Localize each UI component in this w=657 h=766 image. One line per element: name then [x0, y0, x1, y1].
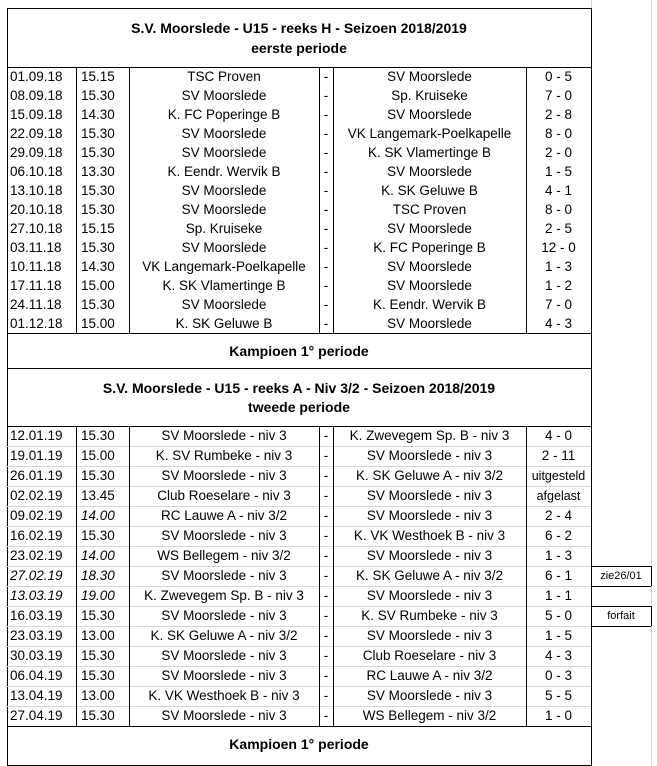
versus-dash: - [323, 628, 329, 643]
grid-line [7, 586, 591, 587]
grid-line [591, 586, 651, 587]
match-score: 0 - 5 [544, 69, 572, 84]
match-date: 19.01.19 [10, 448, 63, 463]
match-row [0, 67, 657, 86]
home-team: SV Moorslede - niv 3 [161, 528, 287, 543]
match-row [0, 219, 657, 238]
match-date: 23.03.19 [10, 628, 63, 643]
match-time: 15.30 [81, 126, 115, 141]
match-note: zie26/01 [600, 570, 642, 582]
away-team: K. SK Vlamertinge B [367, 145, 492, 160]
versus-dash: - [323, 588, 329, 603]
match-time: 15.30 [81, 428, 115, 443]
match-note: forfait [607, 610, 635, 622]
grid-line [7, 726, 591, 727]
home-team: SV Moorslede - niv 3 [161, 428, 287, 443]
match-score: 6 - 2 [544, 528, 572, 543]
away-team: K. SV Rumbeke - niv 3 [361, 608, 498, 623]
grid-line [7, 8, 8, 766]
match-time: 15.30 [81, 668, 115, 683]
match-score: 1 - 3 [544, 259, 572, 274]
match-time: 15.00 [81, 316, 115, 331]
grid-line [333, 67, 334, 333]
match-time: 15.30 [81, 608, 115, 623]
grid-line [591, 626, 651, 627]
away-team: VK Langemark-Poelkapelle [347, 126, 512, 141]
match-score: 2 - 4 [544, 508, 572, 523]
grid-line [7, 466, 591, 467]
home-team: Club Roeselare - niv 3 [157, 488, 291, 503]
grid-line [7, 446, 591, 447]
home-team: SV Moorslede - niv 3 [161, 568, 287, 583]
match-row [0, 124, 657, 143]
match-row [0, 646, 657, 666]
match-time: 15.15 [81, 221, 115, 236]
match-date: 12.01.19 [10, 428, 63, 443]
away-team: SV Moorslede [387, 221, 472, 236]
match-date: 13.03.19 [10, 588, 63, 603]
match-row [0, 506, 657, 526]
home-team: SV Moorslede - niv 3 [161, 668, 287, 683]
match-score: 4 - 3 [544, 316, 572, 331]
versus-dash: - [323, 708, 329, 723]
match-date: 24.11.18 [10, 297, 62, 312]
match-row [0, 276, 657, 295]
match-row [0, 486, 657, 506]
match-row [0, 426, 657, 446]
home-team: SV Moorslede - niv 3 [161, 468, 287, 483]
versus-dash: - [323, 668, 329, 683]
match-score: 0 - 3 [544, 668, 572, 683]
versus-dash: - [323, 202, 329, 217]
section2-subtitle: tweede periode [248, 399, 350, 415]
match-time: 14.30 [81, 259, 115, 274]
match-score: 7 - 0 [544, 88, 572, 103]
match-row [0, 86, 657, 105]
away-team: SV Moorslede [387, 107, 472, 122]
home-team: RC Lauwe A - niv 3/2 [160, 508, 288, 523]
match-score: 5 - 5 [544, 688, 572, 703]
versus-dash: - [323, 488, 329, 503]
match-row [0, 200, 657, 219]
match-date: 06.10.18 [10, 164, 63, 179]
home-team: SV Moorslede [181, 88, 267, 103]
match-row [0, 666, 657, 686]
home-team: K. SK Geluwe B [175, 316, 273, 331]
match-time: 15.30 [81, 202, 115, 217]
match-date: 13.10.18 [10, 183, 63, 198]
grid-line [591, 606, 651, 607]
match-row [0, 143, 657, 162]
match-row [0, 446, 657, 466]
away-team: SV Moorslede - niv 3 [366, 628, 493, 643]
match-score: 2 - 0 [544, 145, 572, 160]
match-row [0, 586, 657, 606]
versus-dash: - [323, 297, 329, 312]
match-score: 4 - 1 [544, 183, 572, 198]
versus-dash: - [323, 468, 329, 483]
match-time: 15.30 [81, 88, 115, 103]
match-row [0, 526, 657, 546]
grid-line [129, 67, 130, 333]
versus-dash: - [323, 107, 329, 122]
section2-footer: Kampioen 1° periode [229, 736, 369, 752]
match-date: 02.02.19 [10, 488, 63, 503]
grid-line [526, 426, 527, 726]
match-date: 10.11.18 [10, 259, 62, 274]
versus-dash: - [323, 608, 329, 623]
home-team: WS Bellegem - niv 3/2 [157, 548, 291, 563]
home-team: SV Moorslede [181, 240, 267, 255]
match-score: 12 - 0 [541, 240, 576, 255]
away-team: K. Eendr. Wervik B [372, 297, 487, 312]
match-date: 16.03.19 [10, 608, 63, 623]
away-team: TSC Proven [392, 202, 467, 217]
versus-dash: - [323, 316, 329, 331]
match-date: 06.04.19 [10, 668, 63, 683]
grid-line [7, 526, 591, 527]
match-time: 14.00 [81, 548, 115, 563]
away-team: Club Roeselare - niv 3 [362, 648, 497, 663]
away-team: SV Moorslede [387, 316, 472, 331]
match-score: 1 - 5 [544, 164, 572, 179]
match-time: 15.30 [81, 183, 115, 198]
home-team: SV Moorslede [181, 145, 267, 160]
match-date: 27.10.18 [10, 221, 63, 236]
match-time: 15.30 [81, 240, 115, 255]
match-score: 4 - 0 [544, 428, 572, 443]
match-time: 15.00 [81, 278, 115, 293]
match-score: 6 - 1 [544, 568, 572, 583]
match-date: 16.02.19 [10, 528, 63, 543]
match-score: afgelast [536, 489, 581, 503]
grid-line [591, 8, 592, 766]
match-score: 2 - 11 [541, 448, 576, 463]
home-team: K. SK Geluwe A - niv 3/2 [150, 628, 298, 643]
versus-dash: - [323, 221, 329, 236]
match-time: 15.00 [81, 448, 115, 463]
away-team: SV Moorslede [387, 259, 472, 274]
match-date: 01.09.18 [10, 69, 63, 84]
match-time: 15.30 [81, 648, 115, 663]
section1-subtitle: eerste periode [251, 40, 347, 56]
away-team: Sp. Kruiseke [391, 88, 468, 103]
away-team: K. FC Poperinge B [373, 240, 486, 255]
grid-line [7, 646, 591, 647]
grid-line [591, 566, 651, 567]
match-date: 08.09.18 [10, 88, 63, 103]
grid-line [7, 606, 591, 607]
home-team: K. Zwevegem Sp. B - niv 3 [144, 588, 304, 603]
match-time: 15.30 [81, 297, 115, 312]
grid-line [651, 566, 652, 586]
match-row [0, 314, 657, 333]
versus-dash: - [323, 448, 329, 463]
grid-line [7, 626, 591, 627]
grid-line [333, 426, 334, 726]
match-date: 30.03.19 [10, 648, 63, 663]
home-team: SV Moorslede [181, 202, 267, 217]
grid-line [7, 686, 591, 687]
grid-line [651, 0, 652, 766]
away-team: SV Moorslede - niv 3 [366, 588, 493, 603]
away-team: WS Bellegem - niv 3/2 [362, 708, 497, 723]
grid-line [7, 486, 591, 487]
home-team: VK Langemark-Poelkapelle [142, 259, 306, 274]
match-date: 23.02.19 [10, 548, 63, 563]
home-team: K. VK Westhoek B - niv 3 [148, 688, 300, 703]
versus-dash: - [323, 688, 329, 703]
match-score: 1 - 3 [544, 548, 572, 563]
grid-line [7, 333, 591, 334]
grid-line [7, 666, 591, 667]
versus-dash: - [323, 259, 329, 274]
away-team: SV Moorslede - niv 3 [366, 548, 493, 563]
versus-dash: - [323, 164, 329, 179]
match-time: 13.30 [81, 164, 115, 179]
home-team: SV Moorslede - niv 3 [161, 648, 287, 663]
match-date: 15.09.18 [10, 107, 63, 122]
match-time: 13.00 [81, 628, 115, 643]
match-time: 15.30 [81, 145, 115, 160]
versus-dash: - [323, 648, 329, 663]
grid-line [7, 426, 591, 427]
match-score: 5 - 0 [544, 608, 572, 623]
match-row [0, 466, 657, 486]
match-row [0, 606, 657, 626]
grid-line [76, 426, 77, 726]
match-score: uitgesteld [531, 469, 586, 483]
match-time: 15.15 [81, 69, 115, 84]
match-score: 2 - 8 [544, 107, 572, 122]
match-time: 13.00 [81, 688, 115, 703]
grid-line [129, 426, 130, 726]
match-row [0, 238, 657, 257]
versus-dash: - [323, 568, 329, 583]
versus-dash: - [323, 145, 329, 160]
home-team: K. Eendr. Wervik B [167, 164, 281, 179]
versus-dash: - [323, 508, 329, 523]
away-team: SV Moorslede [387, 69, 472, 84]
home-team: SV Moorslede [181, 183, 267, 198]
away-team: K. SK Geluwe B [381, 183, 478, 198]
grid-line [76, 67, 77, 333]
grid-line [319, 426, 320, 726]
away-team: RC Lauwe A - niv 3/2 [366, 668, 493, 683]
grid-line [7, 706, 591, 707]
home-team: SV Moorslede - niv 3 [161, 708, 287, 723]
versus-dash: - [323, 183, 329, 198]
versus-dash: - [323, 548, 329, 563]
versus-dash: - [323, 69, 329, 84]
match-time: 18.30 [81, 568, 115, 583]
home-team: K. SK Vlamertinge B [162, 278, 286, 293]
match-date: 27.02.19 [10, 568, 63, 583]
match-time: 14.00 [81, 508, 115, 523]
match-date: 03.11.18 [10, 240, 62, 255]
match-row [0, 706, 657, 726]
away-team: SV Moorslede - niv 3 [366, 488, 493, 503]
grid-line [526, 67, 527, 333]
home-team: Sp. Kruiseke [185, 221, 263, 236]
match-score: 1 - 5 [544, 628, 572, 643]
match-score: 8 - 0 [544, 126, 572, 141]
away-team: K. SK Geluwe A - niv 3/2 [355, 468, 504, 483]
match-date: 09.02.19 [10, 508, 63, 523]
match-date: 01.12.18 [10, 316, 63, 331]
home-team: SV Moorslede [181, 126, 267, 141]
match-date: 20.10.18 [10, 202, 63, 217]
away-team: SV Moorslede - niv 3 [366, 508, 493, 523]
match-score: 4 - 3 [544, 648, 572, 663]
match-date: 26.01.19 [10, 468, 63, 483]
match-date: 27.04.19 [10, 708, 63, 723]
home-team: TSC Proven [187, 69, 261, 84]
match-row [0, 295, 657, 314]
home-team: K. FC Poperinge B [167, 107, 281, 122]
match-time: 15.30 [81, 528, 115, 543]
grid-line [319, 67, 320, 333]
away-team: SV Moorslede - niv 3 [366, 448, 493, 463]
home-team: K. SV Rumbeke - niv 3 [155, 448, 293, 463]
section1-title: S.V. Moorslede - U15 - reeks H - Seizoen 2018/2019 [131, 20, 467, 36]
match-row [0, 181, 657, 200]
grid-line [7, 8, 591, 9]
grid-line [7, 546, 591, 547]
match-row [0, 626, 657, 646]
match-time: 15.30 [81, 708, 115, 723]
match-row [0, 546, 657, 566]
away-team: K. SK Geluwe A - niv 3/2 [355, 568, 504, 583]
match-date: 13.04.19 [10, 688, 63, 703]
match-score: 2 - 5 [544, 221, 572, 236]
grid-line [7, 67, 591, 68]
section1-footer: Kampioen 1° periode [229, 343, 369, 359]
grid-line [7, 506, 591, 507]
away-team: K. VK Westhoek B - niv 3 [353, 528, 506, 543]
versus-dash: - [323, 278, 329, 293]
match-row [0, 566, 657, 586]
versus-dash: - [323, 240, 329, 255]
match-score: 1 - 2 [544, 278, 572, 293]
section2-title: S.V. Moorslede - U15 - reeks A - Niv 3/2 - Seizoen 2018/2019 [102, 380, 496, 396]
match-time: 14.30 [81, 107, 115, 122]
versus-dash: - [323, 126, 329, 141]
home-team: SV Moorslede [181, 297, 267, 312]
away-team: SV Moorslede - niv 3 [366, 688, 493, 703]
versus-dash: - [323, 528, 329, 543]
grid-line [7, 368, 591, 369]
match-date: 29.09.18 [10, 145, 63, 160]
match-row [0, 105, 657, 124]
grid-line [7, 566, 591, 567]
match-score: 1 - 1 [544, 588, 572, 603]
grid-line [651, 606, 652, 626]
away-team: SV Moorslede [387, 164, 472, 179]
match-date: 22.09.18 [10, 126, 63, 141]
match-date: 17.11.18 [10, 278, 62, 293]
match-score: 1 - 0 [544, 708, 572, 723]
match-row [0, 686, 657, 706]
match-score: 7 - 0 [544, 297, 572, 312]
away-team: SV Moorslede [387, 278, 472, 293]
match-row [0, 257, 657, 276]
away-team: K. Zwevegem Sp. B - niv 3 [349, 428, 510, 443]
versus-dash: - [323, 88, 329, 103]
match-score: 8 - 0 [544, 202, 572, 217]
versus-dash: - [323, 428, 329, 443]
match-time: 15.30 [81, 468, 115, 483]
match-time: 13.45 [81, 488, 115, 503]
home-team: SV Moorslede - niv 3 [161, 608, 287, 623]
match-time: 19.00 [81, 588, 115, 603]
match-row [0, 162, 657, 181]
